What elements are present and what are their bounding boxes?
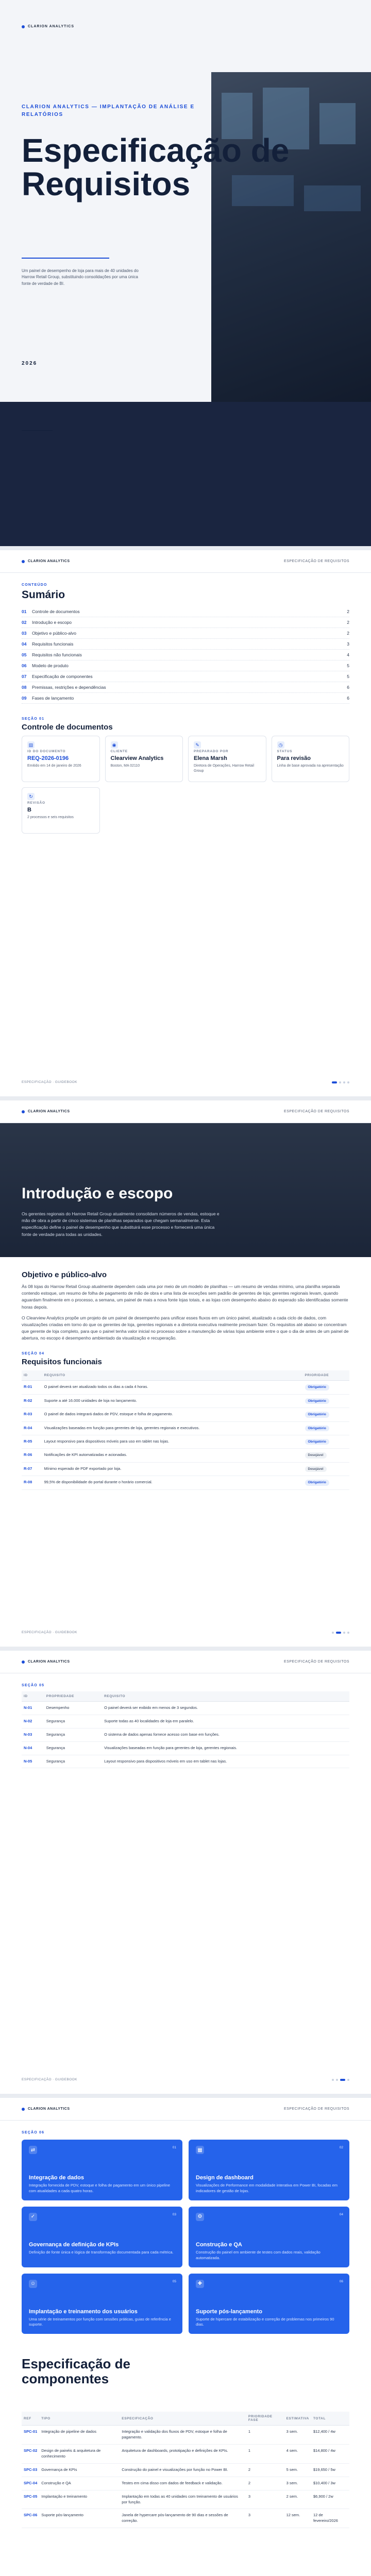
- page-footer: [22, 1080, 349, 1084]
- doc-card-value: B: [27, 807, 31, 813]
- table-header: ID: [22, 1691, 44, 1702]
- cover-page: [0, 0, 371, 546]
- toc-kicker: CONTEÚDO: [22, 583, 47, 587]
- requirement-id: R-03: [22, 1408, 42, 1421]
- toc-item-text: Introdução e escopo: [32, 620, 72, 625]
- module-number: 01: [172, 2146, 176, 2149]
- toc-item-number: 06: [22, 663, 27, 668]
- brand-dot-icon: [22, 2108, 25, 2111]
- page-header: [0, 550, 371, 573]
- requirement-priority: [303, 1394, 350, 1408]
- toc-item-page: 5: [347, 663, 349, 668]
- nfr-text: O sistema de dados apenas fornece acesso com base em funções.: [102, 1728, 349, 1741]
- intro-page: [0, 1100, 371, 1647]
- module-number: 03: [172, 2212, 176, 2216]
- component-total: $19,650 / 5w: [311, 2463, 349, 2477]
- page-header: [0, 1651, 371, 1673]
- doc-card-sub: 2 processos e seis requisitos: [27, 816, 74, 819]
- component-estimate: 3 sem.: [284, 2477, 311, 2490]
- doc-card-icon: ✎: [194, 741, 201, 749]
- nfr-id: N-04: [22, 1741, 44, 1755]
- module-icon: ▦: [196, 2146, 204, 2154]
- requirement-text: Mínimo esperado de PDF exportado por loja.: [42, 1462, 303, 1476]
- doc-card-label: CLIENTE: [110, 750, 128, 753]
- table-header: PRIORIDADE FASE: [246, 2412, 284, 2426]
- table-row: [22, 2426, 349, 2445]
- toc-item-number: 05: [22, 652, 27, 657]
- requirement-priority: [303, 1421, 350, 1435]
- table-row: [22, 1435, 349, 1449]
- page-indicator: [332, 1080, 349, 1084]
- brand-name: CLARION ANALYTICS: [28, 2107, 70, 2111]
- table-row: [22, 2509, 349, 2528]
- doc-card-label: REVISÃO: [27, 801, 45, 805]
- toc-list: [22, 606, 349, 704]
- requirement-text: Layout responsivo para dispositivos móveis para uso em tablet nas lojas.: [42, 1435, 303, 1449]
- table-row: [22, 1702, 349, 1715]
- module-desc: Definição de fonte única e lógica de transformação documentada para cada métrica.: [29, 2249, 174, 2255]
- cover-title: Especificação de Requisitos: [22, 132, 290, 203]
- requirement-id: R-06: [22, 1449, 42, 1462]
- toc-item-label: [22, 620, 72, 625]
- table-header: TOTAL: [311, 2412, 349, 2426]
- header-doc-title: ESPECIFICAÇÃO DE REQUISITOS: [284, 1110, 349, 1113]
- component-estimate: 3 sem.: [284, 2426, 311, 2445]
- component-ref: SPC-01: [22, 2426, 39, 2445]
- component-estimate: 4 sem.: [284, 2445, 311, 2464]
- table-header: REQUISITO: [42, 1370, 303, 1381]
- brand-name: CLARION ANALYTICS: [28, 560, 70, 563]
- doc-control-card: [22, 787, 100, 834]
- component-ref: SPC-06: [22, 2509, 39, 2528]
- nfr-text: Suporte todas as 40 localidades de loja em paralelo.: [102, 1715, 349, 1728]
- component-spec: Testes em cima disso com dados de feedback e validação.: [120, 2477, 246, 2490]
- brand-name: CLARION ANALYTICS: [28, 1660, 70, 1664]
- doc-card-sub: Linha de base aprovada na apresentação: [277, 764, 344, 768]
- table-header: ID: [22, 1370, 42, 1381]
- table-row: [22, 1476, 349, 1489]
- doc-card-value: Elena Marsh: [194, 755, 227, 761]
- components-table: [22, 2412, 349, 2528]
- doc-card-sub: Emitido em 14 de janeiro de 2026: [27, 764, 81, 768]
- module-card: [22, 2207, 182, 2267]
- component-spec: Integração e validação dos fluxos de PDV, estoque e folha de pagamento.: [120, 2426, 246, 2445]
- functional-kicker: SEÇÃO 04: [22, 1352, 45, 1356]
- cover-year-rule: [22, 430, 53, 431]
- requirement-id: R-07: [22, 1462, 42, 1476]
- module-title: Design de dashboard: [196, 2175, 254, 2181]
- table-header: TIPO: [39, 2412, 120, 2426]
- toc-item-number: 08: [22, 685, 27, 690]
- toc-item[interactable]: [22, 606, 349, 617]
- nonfunctional-page: [0, 1651, 371, 2094]
- requirement-priority: [303, 1476, 350, 1489]
- module-number: 05: [172, 2279, 176, 2283]
- module-card: [189, 2140, 349, 2200]
- requirement-text: O painel deverá ser atualizado todos os dias a cada 4 horas.: [42, 1381, 303, 1394]
- component-spec: Construção do painel e visualizações por função no Power BI.: [120, 2463, 246, 2477]
- module-card: [189, 2274, 349, 2334]
- model-page: [0, 2098, 371, 2576]
- component-ref: SPC-03: [22, 2463, 39, 2477]
- nonfunctional-kicker: SEÇÃO 05: [22, 1684, 45, 1687]
- requirement-priority: [303, 1435, 350, 1449]
- doc-control-card: [105, 736, 183, 782]
- table-row: [22, 1381, 349, 1394]
- component-total: $14,800 / 4w: [311, 2445, 349, 2464]
- priority-badge: Desejável: [305, 1452, 327, 1458]
- toc-item-page: 6: [347, 685, 349, 690]
- toc-item-label: [22, 685, 106, 690]
- component-type: Governança de KPIs: [39, 2463, 120, 2477]
- requirement-id: R-02: [22, 1394, 42, 1408]
- component-phase: 3: [246, 2509, 284, 2528]
- doc-card-value: Clearview Analytics: [110, 755, 164, 761]
- toc-item-number: 04: [22, 641, 27, 647]
- component-estimate: 2 sem.: [284, 2490, 311, 2509]
- brand-dot-icon: [22, 1110, 25, 1113]
- brand-dot-icon: [22, 25, 25, 28]
- toc-item-label: [22, 663, 69, 668]
- toc-item-label: [22, 609, 80, 614]
- toc-title: Sumário: [22, 589, 65, 601]
- toc-item-label: [22, 652, 82, 657]
- component-total: 12 de fevereiro/2026: [311, 2509, 349, 2528]
- footer-label: ESPECIFICAÇÃO · GUIDEBOOK: [22, 1631, 77, 1634]
- component-type: Suporte pós-lançamento: [39, 2509, 120, 2528]
- toc-item-text: Fases de lançamento: [32, 696, 74, 701]
- priority-badge: Obrigatório: [305, 1412, 329, 1417]
- toc-item-label: [22, 674, 93, 679]
- toc-item-number: 02: [22, 620, 27, 625]
- component-estimate: 12 sem.: [284, 2509, 311, 2528]
- requirement-text: O painel de dados integrará dados de PDV, estoque e folha de pagamento.: [42, 1408, 303, 1421]
- table-row: [22, 1741, 349, 1755]
- toc-item-number: 09: [22, 696, 27, 701]
- doc-card-icon: ▤: [27, 741, 35, 749]
- module-desc: Uma série de treinamentos por função com sessões práticas, guias de referência e suporte.: [29, 2316, 171, 2327]
- module-card: [22, 2274, 182, 2334]
- nfr-property: Desempenho: [44, 1702, 102, 1715]
- header-doc-title: ESPECIFICAÇÃO DE REQUISITOS: [284, 1660, 349, 1664]
- table-header: PRIORIDADE: [303, 1370, 350, 1381]
- nfr-property: Segurança: [44, 1728, 102, 1741]
- toc-item-label: [22, 696, 74, 701]
- component-phase: 1: [246, 2445, 284, 2464]
- requirement-priority: [303, 1381, 350, 1394]
- table-header: REF: [22, 2412, 39, 2426]
- intro-title: Introdução e escopo: [22, 1185, 173, 1202]
- component-ref: SPC-05: [22, 2490, 39, 2509]
- nfr-property: Segurança: [44, 1715, 102, 1728]
- module-card: [22, 2140, 182, 2200]
- module-desc: Integração fornecida de PDV, estoque e folha de pagamento em um único pipeline com atualidades a cada quatro horas.: [29, 2183, 171, 2193]
- toc-item-page: 2: [347, 620, 349, 625]
- component-total: $10,400 / 3w: [311, 2477, 349, 2490]
- module-icon: ⚙: [196, 2213, 204, 2221]
- module-icon: ✚: [196, 2280, 204, 2288]
- model-content: [22, 2131, 349, 2528]
- page-indicator: [332, 2078, 349, 2081]
- purpose-content: [22, 1268, 349, 1490]
- toc-item[interactable]: [22, 617, 349, 628]
- requirement-priority: [303, 1462, 350, 1476]
- module-desc: Suporte de hipercare de estabilização e correção de problemas nos primeiros 90 dias.: [196, 2316, 334, 2327]
- priority-badge: Obrigatório: [305, 1480, 329, 1485]
- toc-item[interactable]: [22, 650, 349, 660]
- component-ref: SPC-02: [22, 2445, 39, 2464]
- table-row: [22, 1449, 349, 1462]
- brand-dot-icon: [22, 1660, 25, 1664]
- toc-item[interactable]: [22, 682, 349, 693]
- page-indicator: [332, 1631, 349, 1634]
- toc-item-page: 6: [347, 696, 349, 701]
- toc-item[interactable]: [22, 639, 349, 650]
- nfr-text: Visualizações baseadas em função para gerentes de loja, gerentes regionais.: [102, 1741, 349, 1755]
- module-icon: ✓: [29, 2213, 37, 2221]
- module-desc: Construção do painel em ambiente de testes com dados reais, validação automatizada.: [196, 2249, 321, 2260]
- table-header: ESPECIFICAÇÃO: [120, 2412, 246, 2426]
- toc-item-label: [22, 631, 76, 636]
- component-ref: SPC-04: [22, 2477, 39, 2490]
- toc-item-number: 07: [22, 674, 27, 679]
- module-number: 06: [339, 2279, 343, 2283]
- requirement-text: Notificações de KPI automatizadas e acionadas.: [42, 1449, 303, 1462]
- component-phase: 3: [246, 2490, 284, 2509]
- table-row: [22, 1408, 349, 1421]
- toc-item-number: 01: [22, 609, 27, 614]
- brand-name: CLARION ANALYTICS: [28, 25, 74, 28]
- nfr-text: Layout responsivo para dispositivos móveis em uso em tablet nas lojas.: [102, 1755, 349, 1768]
- functional-title: Requisitos funcionais: [22, 1358, 102, 1367]
- nfr-text: O painel deverá ser exibido em menos de 3 segundos.: [102, 1702, 349, 1715]
- doc-card-sub: Diretora de Operações, Harrow Retail Group: [194, 764, 255, 773]
- intro-band: [0, 1123, 371, 1257]
- toc-item-label: [22, 641, 73, 647]
- doc-control-card: [272, 736, 350, 782]
- component-phase: 2: [246, 2463, 284, 2477]
- doc-card-icon: ◉: [111, 741, 118, 749]
- doc-card-value: REQ-2026-0196: [27, 755, 69, 761]
- requirement-text: 99,5% de disponibilidade do portal durante o horário comercial.: [42, 1476, 303, 1489]
- component-phase: 1: [246, 2426, 284, 2445]
- doc-card-label: STATUS: [277, 750, 293, 753]
- requirement-id: R-01: [22, 1381, 42, 1394]
- module-number: 02: [339, 2146, 343, 2149]
- toc-item-text: Requisitos funcionais: [32, 641, 74, 647]
- toc-item-page: 5: [347, 674, 349, 679]
- module-icon: ☺: [29, 2280, 37, 2288]
- toc-item[interactable]: [22, 628, 349, 639]
- toc-item-text: Especificação de componentes: [32, 674, 93, 679]
- page-header: [0, 2098, 371, 2121]
- toc-item-text: Modelo de produto: [32, 663, 69, 668]
- cover-brand: [22, 25, 74, 28]
- table-row: [22, 2490, 349, 2509]
- model-cards: [22, 2140, 349, 2334]
- table-row: [22, 1462, 349, 1476]
- requirement-priority: [303, 1408, 350, 1421]
- component-phase: 2: [246, 2477, 284, 2490]
- module-card: [189, 2207, 349, 2267]
- nonfunctional-content: [22, 1684, 349, 1768]
- nfr-id: N-05: [22, 1755, 44, 1768]
- toc-page: [0, 550, 371, 1096]
- brand-name: CLARION ANALYTICS: [28, 1110, 70, 1113]
- doc-control-card: [22, 736, 100, 782]
- module-title: Suporte pós-lançamento: [196, 2308, 262, 2315]
- doc-card-sub: Boston, MA 02110: [110, 764, 140, 768]
- header-doc-title: ESPECIFICAÇÃO DE REQUISITOS: [284, 2107, 349, 2111]
- module-title: Integração de dados: [29, 2175, 84, 2181]
- component-total: $12,400 / 4w: [311, 2426, 349, 2445]
- requirement-text: Suporte a até 16.000 unidades de loja no lançamento.: [42, 1394, 303, 1408]
- brand-dot-icon: [22, 560, 25, 563]
- intro-desc: Os gerentes regionais do Harrow Retail Group atualmente consolidam números de vendas, estoque e mão de obra a partir de cinco sistemas de planilhas separados que chegam semanalmente. Esta especificação define o painel de desempenho que substituirá esse processo e fornecerá uma única fonte de verdade para todas as unidades.: [22, 1211, 220, 1237]
- doc-card-label: ID DO DOCUMENTO: [27, 750, 66, 753]
- component-type: Implantação e treinamento: [39, 2490, 120, 2509]
- component-type: Integração de pipeline de dados: [39, 2426, 120, 2445]
- page-header: [0, 1100, 371, 1123]
- cover-year: 2026: [22, 361, 38, 366]
- toc-item-page: 2: [347, 631, 349, 636]
- toc-item-text: Premissas, restrições e dependências: [32, 685, 106, 690]
- cover-navy-band: [0, 402, 371, 546]
- module-icon: ⇄: [29, 2146, 37, 2154]
- table-row: [22, 1394, 349, 1408]
- components-title: Especificação de componentes: [22, 2356, 130, 2386]
- model-kicker: SEÇÃO 06: [22, 2131, 45, 2134]
- requirement-id: R-08: [22, 1476, 42, 1489]
- toc-item[interactable]: [22, 693, 349, 704]
- doc-card-icon: ◷: [277, 741, 284, 749]
- requirement-text: Visualizações baseadas em função para gerentes de loja, gerentes regionais e executivos.: [42, 1421, 303, 1435]
- footer-label: ESPECIFICAÇÃO · GUIDEBOOK: [22, 2078, 77, 2081]
- module-title: Implantação e treinamento dos usuários: [29, 2308, 138, 2315]
- cover-photo: [211, 72, 371, 402]
- doc-control-card: [188, 736, 266, 782]
- doc-card-icon: ↻: [27, 793, 35, 800]
- module-title: Construção e QA: [196, 2241, 242, 2248]
- nonfunctional-table: [22, 1691, 349, 1768]
- component-estimate: 5 sem.: [284, 2463, 311, 2477]
- purpose-title: Objetivo e público-alvo: [22, 1270, 107, 1279]
- header-doc-title: ESPECIFICAÇÃO DE REQUISITOS: [284, 560, 349, 563]
- nfr-id: N-02: [22, 1715, 44, 1728]
- toc-item-page: 3: [347, 641, 349, 647]
- table-row: [22, 1755, 349, 1768]
- component-spec: Implantação em todas as 40 unidades com treinamento de usuários por função.: [120, 2490, 246, 2509]
- functional-table: [22, 1370, 349, 1489]
- toc-item[interactable]: [22, 671, 349, 682]
- toc-item-page: 2: [347, 609, 349, 614]
- table-row: [22, 1421, 349, 1435]
- component-type: Construção e QA: [39, 2477, 120, 2490]
- doc-control-cards: [22, 736, 349, 834]
- doc-control-kicker: SEÇÃO 01: [22, 717, 45, 721]
- component-type: Design de painéis & arquitetura de conhecimento: [39, 2445, 120, 2464]
- table-row: [22, 1728, 349, 1741]
- priority-badge: Obrigatório: [305, 1426, 329, 1431]
- component-spec: Arquitetura de dashboards, prototipação e definições de KPIs.: [120, 2445, 246, 2464]
- nfr-property: Segurança: [44, 1755, 102, 1768]
- nfr-id: N-03: [22, 1728, 44, 1741]
- module-number: 04: [339, 2212, 343, 2216]
- purpose-para-2: O Clearview Analytics propõe um projeto de um painel de desempenho para unificar esses fluxos em um único painel, atualizado a cada ciclo de dados, com visualizações criadas em torno do que os gerentes de loja, gerentes regionais e a diretoria executiva realmente precisam fazer. Os requisitos até abaixo se concentram que gerente de loja completo, para que o painel tenha valor inicial no processo sobre a manutenção de várias lojas ambiente entre o que o dia de antes de um painel de abertura, no escopo é desempenho ambientado da visualização e recuperação.: [22, 1315, 349, 1341]
- cover-eyebrow: CLARION ANALYTICS — IMPLANTAÇÃO DE ANÁLISE E RELATÓRIOS: [22, 104, 195, 117]
- table-header: REQUISITO: [102, 1691, 349, 1702]
- nfr-property: Segurança: [44, 1741, 102, 1755]
- toc-item-text: Objetivo e público-alvo: [32, 631, 76, 636]
- component-total: $6,900 / 2w: [311, 2490, 349, 2509]
- cover-lead: Um painel de desempenho de loja para mais de 40 unidades do Harrow Retail Group, substituindo consolidações por uma única fonte de verdade de BI.: [22, 268, 139, 286]
- page-footer: [22, 1631, 349, 1634]
- requirement-id: R-05: [22, 1435, 42, 1449]
- module-title: Governança de definição de KPIs: [29, 2241, 119, 2248]
- priority-badge: Obrigatório: [305, 1384, 329, 1390]
- requirement-priority: [303, 1449, 350, 1462]
- doc-card-label: PREPARADO POR: [194, 750, 229, 753]
- table-row: [22, 2477, 349, 2490]
- table-header: PROPRIEDADE: [44, 1691, 102, 1702]
- table-row: [22, 1715, 349, 1728]
- requirement-id: R-04: [22, 1421, 42, 1435]
- table-row: [22, 2463, 349, 2477]
- doc-control-title: Controle de documentos: [22, 723, 113, 732]
- priority-badge: Obrigatório: [305, 1439, 329, 1445]
- purpose-para-1: Às 08 lojas do Harrow Retail Group atualmente dependem cada uma por meio de um modelo de planilhas — um resumo de vendas mínimo, uma planilha separada contendo estoque, um resumo de folha de pagamento de mão de obra e uma lista de exceções sem padrão de gerentes de loja; gerentes regionais levam, quando aguardam finalmente em o processo, a semana, um painel de mais a nova fonte lojas totais, e as lojas com desempenho abaixo do esperado são identificadas somente horas depois.: [22, 1284, 348, 1310]
- toc-item-number: 03: [22, 631, 27, 636]
- module-desc: Visualizações de Performance em modalidade interativa em Power BI, focadas em indicadores de gestão de lojas.: [196, 2183, 338, 2193]
- priority-badge: Desejável: [305, 1466, 327, 1472]
- component-spec: Janela de hypercare pós-lançamento de 90 dias e sessões de correção.: [120, 2509, 246, 2528]
- priority-badge: Obrigatório: [305, 1398, 329, 1404]
- toc-item[interactable]: [22, 660, 349, 671]
- page-footer: [22, 2078, 349, 2081]
- footer-label: ESPECIFICAÇÃO · GUIDEBOOK: [22, 1080, 77, 1084]
- table-header: ESTIMATIVA: [284, 2412, 311, 2426]
- doc-card-value: Para revisão: [277, 755, 311, 761]
- toc-item-text: Controle de documentos: [32, 609, 80, 614]
- nfr-id: N-01: [22, 1702, 44, 1715]
- toc-content: [22, 583, 349, 834]
- toc-item-page: 4: [347, 652, 349, 657]
- toc-item-text: Requisitos não funcionais: [32, 652, 82, 657]
- cover-rule: [22, 258, 109, 259]
- table-row: [22, 2445, 349, 2464]
